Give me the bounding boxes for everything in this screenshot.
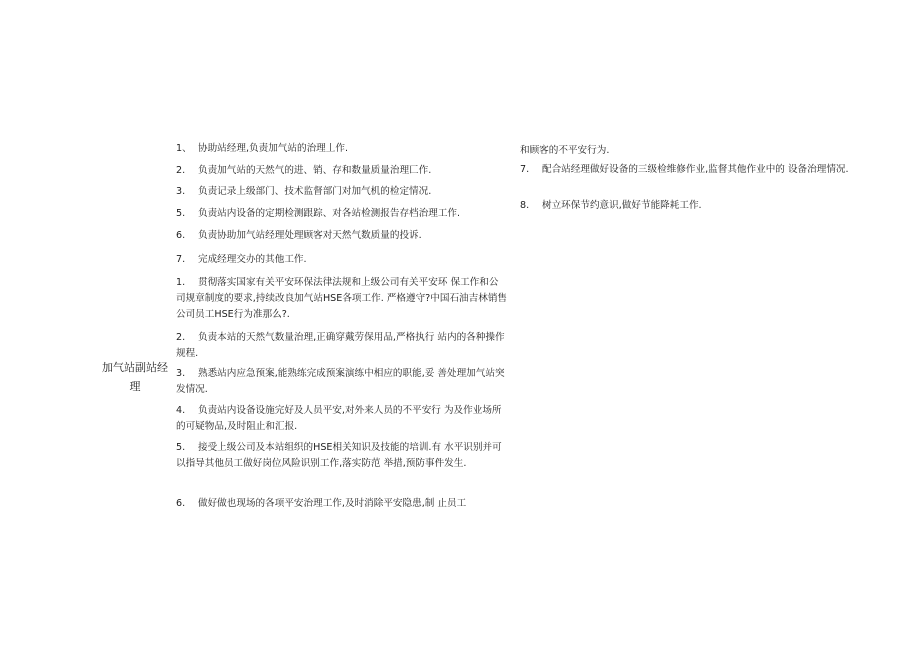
duty-item (176, 141, 508, 157)
duty-item (520, 198, 860, 214)
duty-number: 8. (520, 200, 530, 211)
duty-text: 树立环保节约意识,做好节能降耗工作. (542, 200, 702, 211)
duty-text: 完成经理交办的其他工作. (198, 254, 307, 265)
duty-text: 负责站内设备设施完好及人员平安,对外来人员的不平安行 为及作业场所的可疑物品,及时阻止和汇报. (176, 405, 502, 432)
duty-number: 2. (176, 332, 186, 343)
duty-item (176, 366, 508, 398)
duty-item (176, 496, 508, 512)
duty-text: 配合站经理做好设备的三级检维修作业,监督其他作业中的 设备治理情况. (542, 164, 849, 175)
role-title: 加气站副站经理 (102, 361, 168, 393)
duty-text: 负责本站的天然气数量治理,正确穿戴劳保用品,严格执行 站内的各种操作规程. (176, 332, 505, 359)
duty-number: 5. (176, 442, 186, 453)
duty-text: 接受上级公司及本站组织的HSE相关知识及技能的培训.有 水平识别并可以指导其他员工做好岗位风险识别工作,落实防范 举措,预防事件发生. (176, 442, 502, 469)
duty-number: 7. (520, 164, 530, 175)
duty-item (176, 184, 508, 200)
duty-number: 5. (176, 208, 186, 219)
duty-number: 3. (176, 186, 186, 197)
duty-text: 熟悉站内应急预案,能熟练完成预案演练中相应的职能,妥 善处理加气站突发情况. (176, 368, 505, 395)
duty-item (176, 206, 508, 222)
duty-number: 3. (176, 368, 186, 379)
duty-item (176, 275, 508, 323)
duty-item (520, 162, 860, 178)
duty-text: 负责协助加气站经理处理顾客对天然气数质量的投诉. (198, 230, 422, 241)
duty-text: 负责加气站的天然气的进、销、存和数量质量治理匸作. (198, 165, 432, 176)
duty-number: 7. (176, 254, 186, 265)
duty-item (176, 440, 508, 472)
duty-number: 4. (176, 405, 186, 416)
duty-text: 贯彻落实国家有关平安环保法律法规和上级公司有关平安环 保工作和公司规章制度的要求,持续改良加气站HSE各项工作. 严格遵守?中国石油吉林销售公司员工HSE行为准那么?. (176, 277, 508, 320)
duty-text: 负责记录上级部门、技术监督部门对加气机的检定情况. (198, 186, 432, 197)
duty-item (176, 163, 508, 179)
duty-item (176, 252, 508, 268)
duty-text: 和顾客的不平安行为. (520, 145, 610, 156)
duty-text: 负责站内设备的定期检测跟踪、对各站检测报告存档治理工作. (198, 208, 461, 219)
duty-number: 6. (176, 498, 186, 509)
duty-text: 做好做也现场的各项平安治理工作,及时消除平安隐患,制 止员工 (198, 498, 467, 509)
duty-item (520, 143, 860, 159)
duty-number: 1. (176, 277, 186, 288)
duty-number: 2. (176, 165, 186, 176)
duty-item (176, 330, 508, 362)
duty-number: 1、 (176, 143, 192, 154)
duty-number: 6. (176, 230, 186, 241)
duty-text: 协助站经理,负责加气站的治理丄作. (198, 143, 349, 154)
duty-item (176, 403, 508, 435)
duty-item (176, 228, 508, 244)
